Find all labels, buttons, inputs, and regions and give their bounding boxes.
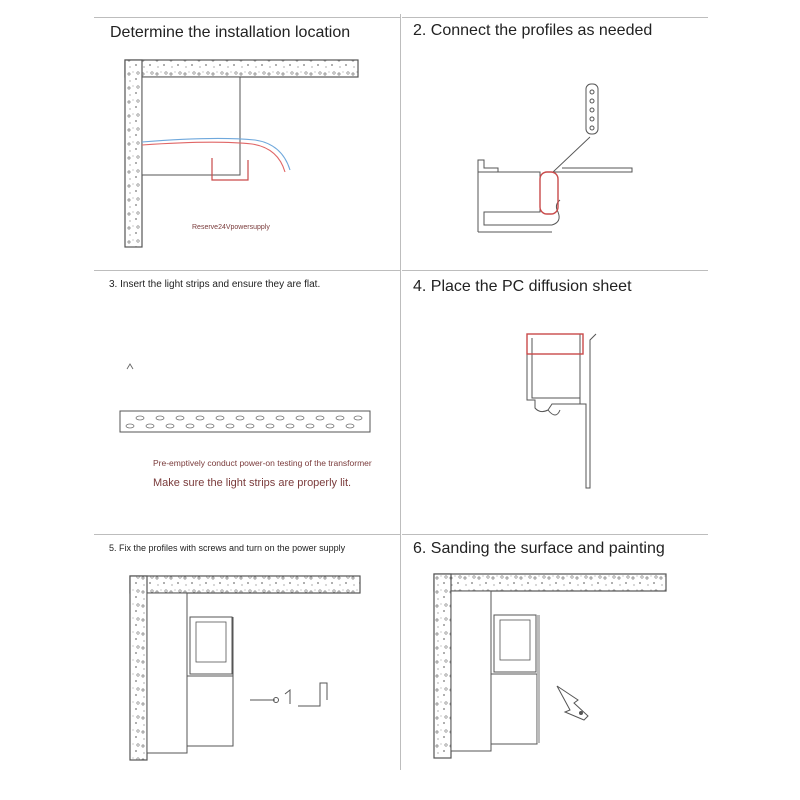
s3-lit-note: Make sure the light strips are properly lit. <box>153 477 352 489</box>
step-5-title: 5. Fix the profiles with screws and turn on the power supply <box>109 543 346 553</box>
step-4-title: 4. Place the PC diffusion sheet <box>413 278 632 295</box>
s3-power-test-note: Pre-emptively conduct power-on testing of the transformer <box>153 458 372 468</box>
step-2-title: 2. Connect the profiles as needed <box>413 22 653 39</box>
step-1-title: Determine the installation location <box>110 24 351 41</box>
step-6-title: 6. Sanding the surface and painting <box>413 540 665 557</box>
trowel-icon <box>557 686 588 720</box>
step-3-title: 3. Insert the light strips and ensure they are flat. <box>109 279 321 290</box>
s6-drywall-left <box>451 591 491 751</box>
s6-paint-coat <box>537 615 540 743</box>
s1-power-note: Reserve24Vpowersupply <box>192 224 270 231</box>
s6-ceiling-slab <box>434 574 666 591</box>
s6-drywall-right <box>491 674 537 744</box>
s6-wall <box>434 574 451 758</box>
